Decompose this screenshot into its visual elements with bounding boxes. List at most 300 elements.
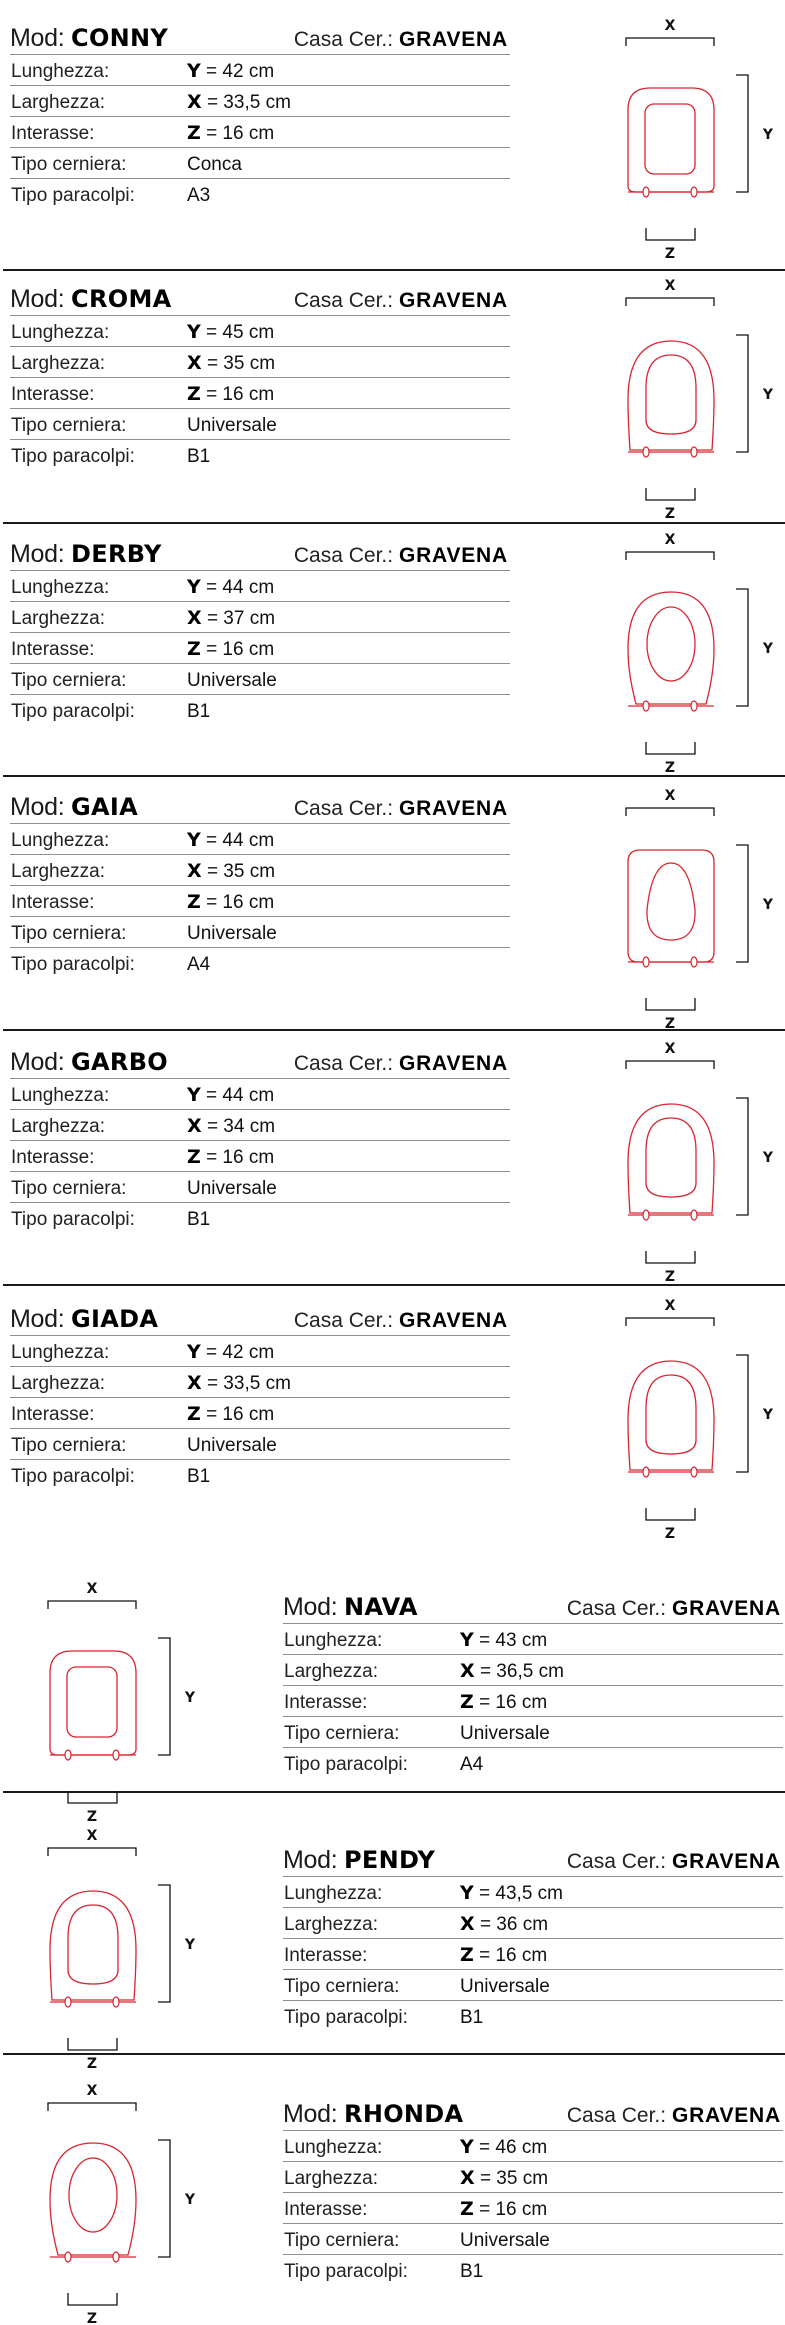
- hinge-distance-value: = 16 cm: [206, 892, 275, 913]
- model-spec-derby: [10, 533, 510, 725]
- z-letter: Z: [187, 383, 201, 405]
- model-name: DERBY: [71, 540, 162, 568]
- spec-value: [187, 1372, 291, 1395]
- spec-label: Larghezza:: [11, 608, 106, 629]
- spec-label: Tipo cerniera:: [284, 1723, 400, 1744]
- casa-label: Casa Cer.:: [566, 2104, 667, 2127]
- z-letter: Z: [187, 1403, 201, 1425]
- model-spec-croma: [10, 278, 510, 470]
- manufacturer: [294, 797, 508, 821]
- axis-x-label: X: [664, 18, 676, 34]
- manufacturer: [294, 289, 508, 313]
- manufacturer: [567, 1597, 781, 1621]
- seat-outline-diagram: [30, 1820, 200, 2070]
- axis-y-label: Y: [762, 387, 774, 403]
- spec-row-lunghezza: [283, 2131, 783, 2162]
- z-letter: Z: [460, 1944, 474, 1966]
- length-value: = 43,5 cm: [479, 1883, 564, 1904]
- hinge-distance-value: = 16 cm: [479, 2199, 548, 2220]
- manufacturer: [567, 1850, 781, 1874]
- spec-row-tipo-cerniera: [283, 1970, 783, 2001]
- spec-label: Lunghezza:: [11, 1342, 110, 1363]
- model-name: RHONDA: [344, 2100, 464, 2128]
- spec-row-tipo-cerniera: [10, 1429, 510, 1460]
- axis-y-label: Y: [184, 1937, 196, 1953]
- spec-row-larghezza: [10, 86, 510, 117]
- spec-label: Tipo paracolpi:: [11, 185, 135, 206]
- spec-row-tipo-cerniera: [10, 148, 510, 179]
- x-letter: X: [187, 1115, 202, 1137]
- y-letter: Y: [187, 1341, 201, 1363]
- spec-value: [187, 1084, 274, 1107]
- model-title: [10, 540, 162, 569]
- manufacturer: [294, 1052, 508, 1076]
- spec-value: [460, 1691, 547, 1714]
- spec-label: Lunghezza:: [284, 1630, 383, 1651]
- model-title-row: [10, 1298, 510, 1336]
- x-letter: X: [187, 607, 202, 629]
- model-title-row: [283, 1586, 783, 1624]
- hinge-type-value: Universale: [460, 1723, 550, 1744]
- x-letter: X: [187, 91, 202, 113]
- manufacturer-name: GRAVENA: [398, 1052, 508, 1075]
- y-letter: Y: [460, 1882, 474, 1904]
- axis-x-label: X: [664, 532, 676, 548]
- axis-z-label: Z: [664, 506, 676, 520]
- hinge-distance-value: = 16 cm: [479, 1945, 548, 1966]
- x-letter: X: [187, 1372, 202, 1394]
- model-name: GARBO: [71, 1048, 168, 1076]
- axis-z-label: Z: [86, 1809, 98, 1823]
- model-title-row: [283, 2093, 783, 2131]
- hinge-distance-value: = 16 cm: [206, 1147, 275, 1168]
- axis-y-label: Y: [184, 1690, 196, 1706]
- y-letter: Y: [460, 1629, 474, 1651]
- z-letter: Z: [460, 2198, 474, 2220]
- spec-label: Larghezza:: [11, 1373, 106, 1394]
- spec-row-tipo-paracolpi: [283, 2255, 783, 2285]
- bumper-type-value: B1: [460, 2261, 484, 2282]
- casa-label: Casa Cer.:: [566, 1597, 667, 1620]
- y-letter: Y: [460, 2136, 474, 2158]
- x-letter: X: [460, 1660, 475, 1682]
- y-letter: Y: [187, 576, 201, 598]
- y-letter: Y: [187, 60, 201, 82]
- spec-row-larghezza: [10, 855, 510, 886]
- spec-label: Tipo cerniera:: [11, 415, 127, 436]
- spec-value: [460, 1660, 564, 1683]
- hinge-type-value: Universale: [187, 670, 277, 691]
- hinge-type-value: Universale: [187, 923, 277, 944]
- spec-label: Larghezza:: [284, 1661, 379, 1682]
- axis-z-label: Z: [664, 1269, 676, 1283]
- spec-value: [187, 1146, 274, 1169]
- spec-label: Tipo cerniera:: [11, 923, 127, 944]
- width-value: = 33,5 cm: [206, 92, 291, 113]
- spec-row-tipo-paracolpi: [10, 1203, 510, 1233]
- axis-x-label: X: [664, 1298, 676, 1314]
- z-letter: Z: [460, 1691, 474, 1713]
- spec-row-lunghezza: [10, 571, 510, 602]
- width-value: = 35 cm: [206, 353, 276, 374]
- axis-x-label: X: [664, 788, 676, 804]
- spec-value: [460, 2198, 547, 2221]
- spec-label: Tipo paracolpi:: [284, 2261, 408, 2282]
- length-value: = 42 cm: [206, 1342, 275, 1363]
- model-title: [10, 285, 172, 314]
- spec-label: Tipo paracolpi:: [284, 2007, 408, 2028]
- bumper-type-value: B1: [460, 2007, 484, 2028]
- casa-label: Casa Cer.:: [293, 544, 394, 567]
- spec-value: [460, 2136, 547, 2159]
- x-letter: X: [187, 352, 202, 374]
- model-name: PENDY: [344, 1846, 436, 1874]
- spec-label: Larghezza:: [11, 353, 106, 374]
- manufacturer-name: GRAVENA: [398, 28, 508, 51]
- spec-label: Tipo paracolpi:: [11, 954, 135, 975]
- hinge-type-value: Universale: [187, 1435, 277, 1456]
- manufacturer: [294, 544, 508, 568]
- axis-x-label: X: [86, 1828, 98, 1844]
- toilet-seat-icon: [30, 2075, 200, 2325]
- hinge-type-value: Conca: [187, 154, 242, 175]
- spec-row-tipo-cerniera: [10, 664, 510, 695]
- bumper-type-value: B1: [187, 1209, 211, 1230]
- spec-row-lunghezza: [10, 55, 510, 86]
- mod-label: Mod:: [10, 1305, 65, 1333]
- spec-label: Tipo paracolpi:: [11, 1466, 135, 1487]
- model-spec-nava: [283, 1586, 783, 1778]
- hinge-distance-value: = 16 cm: [479, 1692, 548, 1713]
- axis-y-label: Y: [184, 2192, 196, 2208]
- spec-value: [187, 352, 275, 375]
- spec-row-interasse: [10, 886, 510, 917]
- spec-value: [187, 891, 274, 914]
- model-title: [10, 24, 168, 53]
- y-letter: Y: [187, 829, 201, 851]
- axis-x-label: X: [664, 278, 676, 294]
- toilet-seat-icon: [608, 10, 778, 260]
- model-title: [10, 1048, 168, 1077]
- manufacturer: [567, 2104, 781, 2128]
- manufacturer-name: GRAVENA: [398, 544, 508, 567]
- toilet-seat-icon: [30, 1820, 200, 2070]
- spec-row-larghezza: [10, 602, 510, 633]
- x-letter: X: [460, 2167, 475, 2189]
- spec-value: [187, 638, 274, 661]
- axis-x-label: X: [664, 1041, 676, 1057]
- hinge-type-value: Universale: [460, 2230, 550, 2251]
- spec-label: Interasse:: [11, 384, 95, 405]
- spec-row-larghezza: [283, 1908, 783, 1939]
- mod-label: Mod:: [10, 540, 65, 568]
- length-value: = 46 cm: [479, 2137, 548, 2158]
- spec-row-interasse: [10, 633, 510, 664]
- spec-label: Tipo cerniera:: [11, 670, 127, 691]
- model-name: CONNY: [71, 24, 169, 52]
- manufacturer-name: GRAVENA: [671, 1850, 781, 1873]
- spec-row-tipo-paracolpi: [10, 440, 510, 470]
- seat-outline-diagram: [608, 524, 778, 774]
- axis-z-label: Z: [86, 2056, 98, 2070]
- width-value: = 36,5 cm: [479, 1661, 564, 1682]
- length-value: = 45 cm: [206, 322, 275, 343]
- model-title: [283, 1593, 418, 1622]
- hinge-distance-value: = 16 cm: [206, 123, 275, 144]
- spec-row-lunghezza: [10, 824, 510, 855]
- spec-label: Lunghezza:: [11, 61, 110, 82]
- z-letter: Z: [187, 891, 201, 913]
- length-value: = 42 cm: [206, 61, 275, 82]
- spec-label: Lunghezza:: [284, 2137, 383, 2158]
- mod-label: Mod:: [283, 1593, 338, 1621]
- casa-label: Casa Cer.:: [566, 1850, 667, 1873]
- toilet-seat-icon: [608, 524, 778, 774]
- model-name: CROMA: [71, 285, 172, 313]
- spec-label: Tipo paracolpi:: [284, 1754, 408, 1775]
- toilet-seat-icon: [608, 1033, 778, 1283]
- spec-row-tipo-paracolpi: [283, 2001, 783, 2031]
- spec-label: Tipo paracolpi:: [11, 446, 135, 467]
- spec-value: [460, 1944, 547, 1967]
- spec-row-larghezza: [10, 1110, 510, 1141]
- spec-value: [187, 91, 291, 114]
- model-name: GIADA: [71, 1305, 159, 1333]
- spec-label: Lunghezza:: [11, 1085, 110, 1106]
- spec-label: Lunghezza:: [11, 830, 110, 851]
- spec-label: Larghezza:: [11, 92, 106, 113]
- model-title: [10, 793, 138, 822]
- hinge-type-value: Universale: [187, 1178, 277, 1199]
- model-spec-gaia: [10, 786, 510, 978]
- z-letter: Z: [187, 638, 201, 660]
- manufacturer-name: GRAVENA: [398, 797, 508, 820]
- mod-label: Mod:: [10, 793, 65, 821]
- spec-row-interasse: [10, 1141, 510, 1172]
- axis-y-label: Y: [762, 641, 774, 657]
- spec-value: [460, 2167, 548, 2190]
- spec-value: [187, 122, 274, 145]
- model-name: GAIA: [71, 793, 139, 821]
- model-title-row: [10, 1041, 510, 1079]
- model-spec-pendy: [283, 1839, 783, 2031]
- model-title-row: [10, 17, 510, 55]
- model-spec-rhonda: [283, 2093, 783, 2285]
- spec-label: Interasse:: [11, 892, 95, 913]
- manufacturer: [294, 1309, 508, 1333]
- spec-row-lunghezza: [10, 1336, 510, 1367]
- spec-row-lunghezza: [10, 316, 510, 347]
- spec-row-tipo-cerniera: [10, 409, 510, 440]
- model-title: [10, 1305, 158, 1334]
- z-letter: Z: [187, 1146, 201, 1168]
- bumper-type-value: A3: [187, 185, 211, 206]
- spec-value: [460, 1629, 547, 1652]
- seat-outline-diagram: [30, 2075, 200, 2325]
- axis-z-label: Z: [664, 1526, 676, 1540]
- casa-label: Casa Cer.:: [293, 797, 394, 820]
- model-spec-giada: [10, 1298, 510, 1490]
- spec-label: Interasse:: [11, 1404, 95, 1425]
- seat-outline-diagram: [608, 1033, 778, 1283]
- x-letter: X: [187, 860, 202, 882]
- spec-row-interasse: [283, 1939, 783, 1970]
- casa-label: Casa Cer.:: [293, 28, 394, 51]
- spec-row-tipo-cerniera: [283, 1717, 783, 1748]
- spec-row-interasse: [283, 2193, 783, 2224]
- axis-x-label: X: [86, 1581, 98, 1597]
- x-letter: X: [460, 1913, 475, 1935]
- y-letter: Y: [187, 321, 201, 343]
- axis-y-label: Y: [762, 127, 774, 143]
- spec-row-lunghezza: [283, 1877, 783, 1908]
- spec-row-larghezza: [10, 1367, 510, 1398]
- length-value: = 44 cm: [206, 1085, 275, 1106]
- axis-z-label: Z: [664, 246, 676, 260]
- spec-value: [187, 576, 274, 599]
- spec-label: Lunghezza:: [284, 1883, 383, 1904]
- axis-x-label: X: [86, 2083, 98, 2099]
- section-divider: [3, 1284, 785, 1286]
- mod-label: Mod:: [283, 2100, 338, 2128]
- spec-value: [187, 60, 274, 83]
- spec-row-tipo-cerniera: [10, 1172, 510, 1203]
- seat-outline-diagram: [608, 10, 778, 260]
- width-value: = 33,5 cm: [206, 1373, 291, 1394]
- mod-label: Mod:: [10, 24, 65, 52]
- spec-row-interasse: [10, 378, 510, 409]
- manufacturer-name: GRAVENA: [398, 1309, 508, 1332]
- spec-value: [187, 321, 274, 344]
- spec-label: Tipo paracolpi:: [11, 701, 135, 722]
- length-value: = 44 cm: [206, 577, 275, 598]
- spec-value: [460, 1882, 563, 1905]
- spec-label: Tipo cerniera:: [284, 1976, 400, 1997]
- spec-row-tipo-cerniera: [283, 2224, 783, 2255]
- width-value: = 36 cm: [479, 1914, 549, 1935]
- model-title-row: [10, 533, 510, 571]
- spec-row-lunghezza: [10, 1079, 510, 1110]
- casa-label: Casa Cer.:: [293, 1052, 394, 1075]
- spec-label: Tipo paracolpi:: [11, 1209, 135, 1230]
- spec-label: Tipo cerniera:: [11, 154, 127, 175]
- spec-row-tipo-paracolpi: [283, 1748, 783, 1778]
- spec-label: Lunghezza:: [11, 577, 110, 598]
- spec-row-lunghezza: [283, 1624, 783, 1655]
- length-value: = 44 cm: [206, 830, 275, 851]
- spec-label: Tipo cerniera:: [284, 2230, 400, 2251]
- spec-label: Larghezza:: [11, 1116, 106, 1137]
- spec-label: Larghezza:: [11, 861, 106, 882]
- width-value: = 35 cm: [479, 2168, 549, 2189]
- spec-label: Interasse:: [284, 1945, 368, 1966]
- hinge-distance-value: = 16 cm: [206, 384, 275, 405]
- model-title-row: [10, 786, 510, 824]
- mod-label: Mod:: [283, 1846, 338, 1874]
- toilet-seat-icon: [608, 1290, 778, 1540]
- y-letter: Y: [187, 1084, 201, 1106]
- mod-label: Mod:: [10, 1048, 65, 1076]
- model-spec-garbo: [10, 1041, 510, 1233]
- spec-value: [187, 383, 274, 406]
- axis-z-label: Z: [664, 1016, 676, 1030]
- bumper-type-value: A4: [187, 954, 211, 975]
- spec-row-larghezza: [10, 347, 510, 378]
- spec-label: Interasse:: [11, 639, 95, 660]
- spec-label: Interasse:: [284, 2199, 368, 2220]
- spec-row-tipo-paracolpi: [10, 948, 510, 978]
- hinge-distance-value: = 16 cm: [206, 1404, 275, 1425]
- manufacturer: [294, 28, 508, 52]
- spec-row-larghezza: [283, 2162, 783, 2193]
- toilet-seat-icon: [608, 780, 778, 1030]
- casa-label: Casa Cer.:: [293, 289, 394, 312]
- axis-y-label: Y: [762, 1407, 774, 1423]
- axis-y-label: Y: [762, 897, 774, 913]
- spec-label: Tipo cerniera:: [11, 1178, 127, 1199]
- model-title-row: [283, 1839, 783, 1877]
- spec-value: [187, 829, 274, 852]
- spec-label: Interasse:: [11, 1147, 95, 1168]
- spec-row-tipo-paracolpi: [10, 695, 510, 725]
- width-value: = 37 cm: [206, 608, 276, 629]
- toilet-seat-icon: [30, 1573, 200, 1823]
- spec-label: Larghezza:: [284, 2168, 379, 2189]
- axis-z-label: Z: [664, 760, 676, 774]
- model-title: [283, 2100, 463, 2129]
- length-value: = 43 cm: [479, 1630, 548, 1651]
- casa-label: Casa Cer.:: [293, 1309, 394, 1332]
- bumper-type-value: A4: [460, 1754, 484, 1775]
- spec-label: Tipo cerniera:: [11, 1435, 127, 1456]
- manufacturer-name: GRAVENA: [671, 1597, 781, 1620]
- manufacturer-name: GRAVENA: [398, 289, 508, 312]
- spec-value: [187, 1403, 274, 1426]
- spec-value: [460, 1913, 548, 1936]
- mod-label: Mod:: [10, 285, 65, 313]
- width-value: = 35 cm: [206, 861, 276, 882]
- bumper-type-value: B1: [187, 701, 211, 722]
- spec-row-interasse: [283, 1686, 783, 1717]
- axis-y-label: Y: [762, 1150, 774, 1166]
- seat-outline-diagram: [608, 1290, 778, 1540]
- manufacturer-name: GRAVENA: [671, 2104, 781, 2127]
- spec-label: Larghezza:: [284, 1914, 379, 1935]
- spec-row-tipo-paracolpi: [10, 1460, 510, 1490]
- spec-label: Interasse:: [284, 1692, 368, 1713]
- spec-value: [187, 860, 275, 883]
- hinge-type-value: Universale: [460, 1976, 550, 1997]
- model-name: NAVA: [344, 1593, 418, 1621]
- seat-outline-diagram: [30, 1573, 200, 1823]
- spec-value: [187, 1341, 274, 1364]
- model-title: [283, 1846, 435, 1875]
- spec-row-interasse: [10, 117, 510, 148]
- hinge-type-value: Universale: [187, 415, 277, 436]
- seat-outline-diagram: [608, 780, 778, 1030]
- spec-row-tipo-cerniera: [10, 917, 510, 948]
- width-value: = 34 cm: [206, 1116, 276, 1137]
- bumper-type-value: B1: [187, 1466, 211, 1487]
- spec-row-interasse: [10, 1398, 510, 1429]
- seat-outline-diagram: [608, 270, 778, 520]
- spec-row-larghezza: [283, 1655, 783, 1686]
- axis-z-label: Z: [86, 2311, 98, 2325]
- spec-label: Lunghezza:: [11, 322, 110, 343]
- bumper-type-value: B1: [187, 446, 211, 467]
- hinge-distance-value: = 16 cm: [206, 639, 275, 660]
- model-spec-conny: [10, 17, 510, 209]
